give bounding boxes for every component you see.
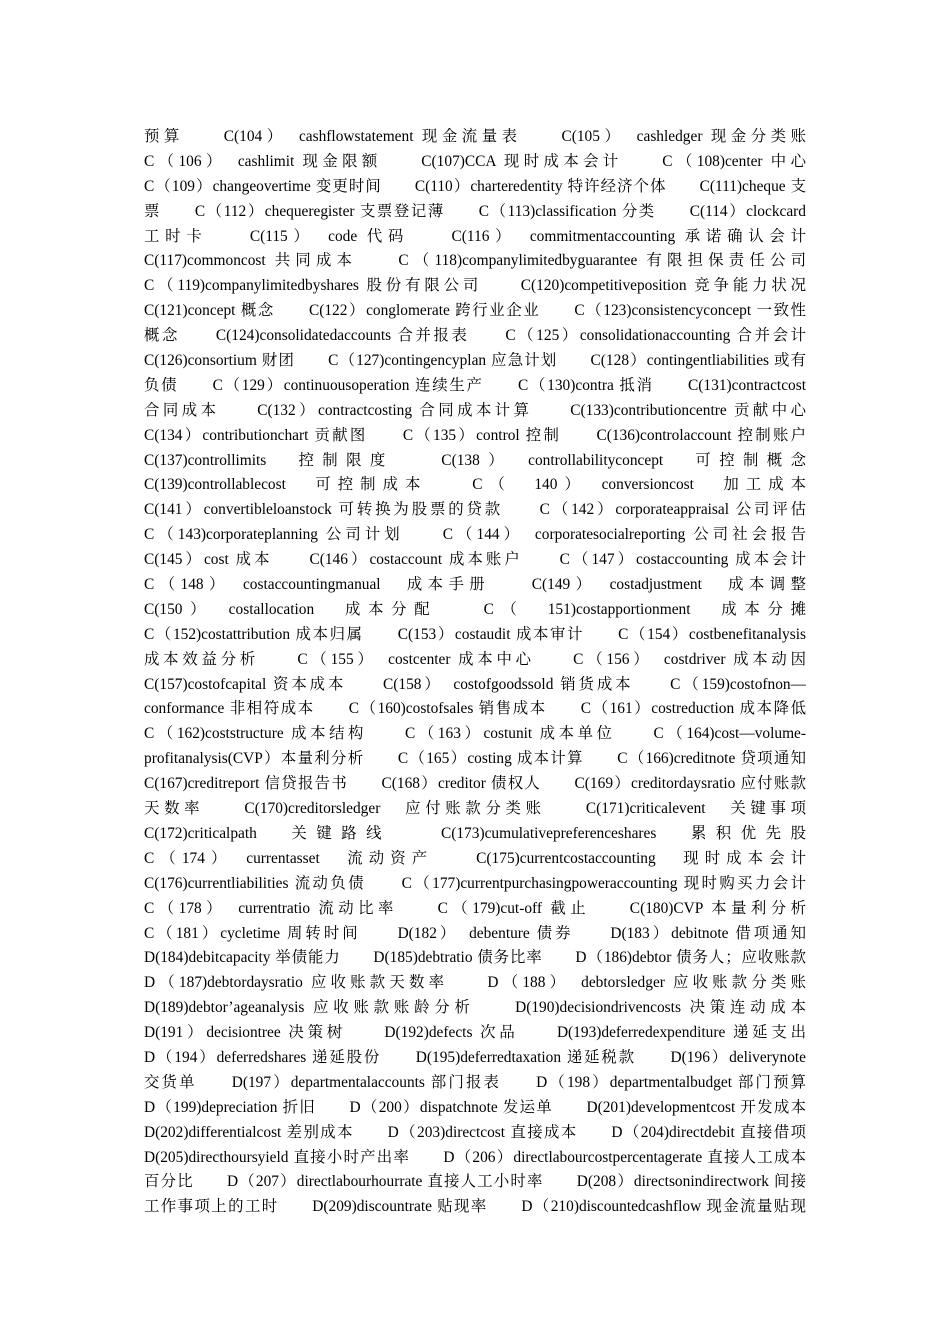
text-line: C(176)currentliabilities 流动负债 C（177)currentpurchasingpoweraccounting 现时购买力会计 — [144, 874, 806, 892]
text-line: C（178） currentratio 流动比率 C（179)cut-off 截止 C(180)CVP 本量利分析 — [144, 899, 806, 917]
text-line: C（152)costattribution 成本归属 C(153）costaudit 成本审计 C（154）costbenefitanalysis — [144, 625, 806, 643]
text-line: 概念 C(124)consolidatedaccounts 合并报表 C（125）consolidationaccounting 合并会计 — [144, 327, 806, 345]
text-line: 负债 C（129）continuousoperation 连续生产 C（130)contra 抵消 C(131)contractcost — [144, 376, 806, 394]
text-line: C（119)companylimitedbyshares 股份有限公司 C(120)competitiveposition 竞争能力状况 — [144, 277, 806, 295]
text-line: C（148） costaccountingmanual 成本手册 C(149） costadjustment 成本调整 — [144, 576, 806, 594]
text-line: D（199)depreciation 折旧 D（200）dispatchnote 发运单 D(201)developmentcost 开发成本 — [144, 1098, 806, 1116]
text-line: C(157)costofcapital 资本成本 C(158） costofgoodssold 销货成本 C（159)costofnon— — [144, 675, 806, 693]
text-line: D(191）decisiontree 决策树 D(192)defects 次品 D(193)deferredexpenditure 递延支出 — [144, 1024, 806, 1042]
text-line: D(184)debitcapacity 举债能力 D(185)debtratio 债务比率 D（186)debtor 债务人；应收账款 — [144, 949, 806, 967]
text-line: C(121)concept 概念 C(122）conglomerate 跨行业企业 C（123)consistencyconcept 一致性 — [144, 302, 806, 320]
text-line: C(145）cost 成本 C(146）costaccount 成本账户 C（147）costaccounting 成本会计 — [144, 551, 806, 569]
text-line: D（194）deferredshares 递延股份 D(195)deferredtaxation 递延税款 D(196）deliverynote — [144, 1048, 806, 1066]
text-line: 成本效益分析 C（155） costcenter 成本中心 C（156） costdriver 成本动因 — [144, 650, 806, 668]
text-line: profitanalysis(CVP）本量利分析 C（165）costing 成本计算 C（166)creditnote 贷项通知 — [144, 750, 806, 768]
text-line: C（109）changeovertime 变更时间 C(110）charteredentity 特许经济个体 C(111)cheque 支 — [144, 177, 806, 195]
text-line: C(134）contributionchart 贡献图 C（135）control 控制 C(136)controlaccount 控制账户 — [144, 426, 806, 444]
text-line: 预算 C(104） cashflowstatement 现金流量表 C(105） cashledger 现金分类账 — [144, 128, 806, 145]
text-line: C（106） cashlimit 现金限额 C(107)CCA 现时成本会计 C（108)center 中心 — [144, 152, 806, 170]
text-line: conformance 非相符成本 C（160)costofsales 销售成本 C（161）costreduction 成本降低 — [144, 700, 806, 718]
text-line: C(141）convertibleloanstock 可转换为股票的贷款 C（142）corporateappraisal 公司评估 — [144, 501, 806, 519]
text-line: D(202)differentialcost 差别成本 D（203)directcost 直接成本 D（204)directdebit 直接借项 — [144, 1123, 806, 1141]
text-line: 百分比 D（207）directlabourhourrate 直接人工小时率 D(208）directsonindirectwork 间接 — [144, 1173, 806, 1191]
text-line: C(139)controllablecost 可控制成本 C（ 140） conversioncost 加工成本 — [144, 476, 806, 494]
text-line: 天数率 C(170)creditorsledger 应付账款分类账 C(171)criticalevent 关键事项 — [144, 800, 806, 818]
text-line: C(172)criticalpath 关键路线 C(173)cumulativepreferenceshares 累积优先股 — [144, 824, 806, 842]
text-line: C（162)coststructure 成本结构 C（163）costunit 成本单位 C（164)cost—volume- — [144, 725, 806, 743]
text-line: D（187)debtordaysratio 应收账款天数率 D（188） debtorsledger 应收账款分类账 — [144, 974, 806, 992]
text-line: C(126)consortium 财团 C（127)contingencyplan 应急计划 C(128）contingentliabilities 或有 — [144, 352, 806, 370]
text-line: 工作事项上的工时 D(209)discountrate 贴现率 D（210)discountedcashflow 现金流量贴现 — [144, 1198, 806, 1216]
text-line: 交货单 D(197）departmentalaccounts 部门报表 D（198）departmentalbudget 部门预算 — [144, 1073, 806, 1091]
text-line: C（143)corporateplanning 公司计划 C（144） corporatesocialreporting 公司社会报告 — [144, 526, 806, 544]
text-line: C（174） currentasset 流动资产 C(175)currentcostaccounting 现时成本会计 — [144, 849, 806, 867]
text-line: C(150） costallocation 成本分配 C（ 151)costapportionment 成本分摊 — [144, 600, 806, 618]
text-line: 工时卡 C(115） code 代码 C(116） commitmentaccounting 承诺确认会计 — [144, 227, 806, 245]
text-line: 票 C（112）chequeregister 支票登记薄 C（113)classification 分类 C(114）clockcard — [144, 202, 806, 220]
text-line: C(137)controllimits 控制限度 C(138） controllabilityconcept 可控制概念 — [144, 451, 806, 469]
text-line: C(167)creditreport 信贷报告书 C(168）creditor 债权人 C(169）creditordaysratio 应付账款 — [144, 775, 806, 793]
glossary-text — [144, 125, 806, 1220]
text-line: D(189)debtor’ageanalysis 应收账款账龄分析 D(190)decisiondrivencosts 决策连动成本 — [144, 999, 806, 1017]
text-line: C(117)commoncost 共同成本 C（118)companylimitedbyguarantee 有限担保责任公司 — [144, 252, 806, 270]
text-line: D(205)directhoursyield 直接小时产出率 D（206）directlabourcostpercentagerate 直接人工成本 — [144, 1148, 806, 1166]
text-line: 合同成本 C(132）contractcosting 合同成本计算 C(133)contributioncentre 贡献中心 — [144, 401, 806, 419]
text-line: C（181）cycletime 周转时间 D(182） debenture 债券 D(183）debitnote 借项通知 — [144, 924, 806, 942]
